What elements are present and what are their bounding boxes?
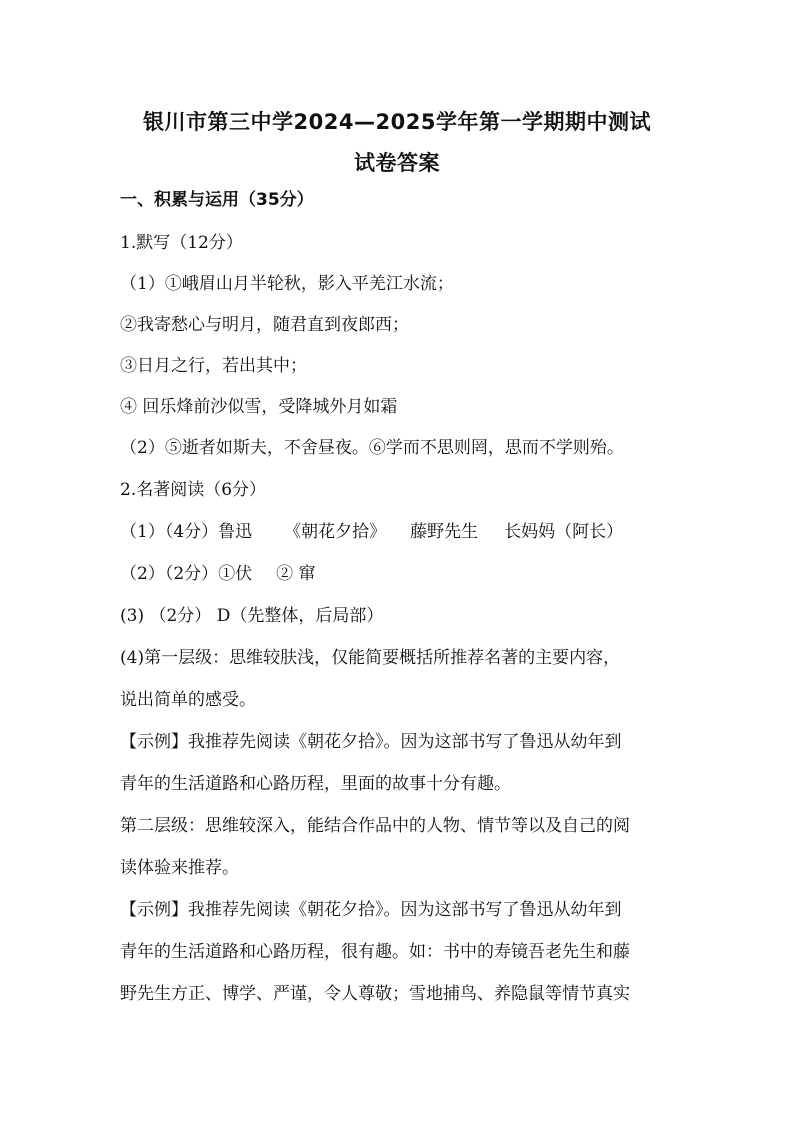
- answer-person: 藤野先生: [410, 522, 479, 542]
- example-line: 野先生方正、博学、严谨，令人尊敬；雪地捕鸟、养隐鼠等情节真实: [120, 984, 630, 1004]
- document-title: 银川市第三中学2024—2025学年第一学期期中测试: [143, 110, 651, 134]
- level-line: 读体验来推荐。: [120, 858, 239, 878]
- example-line: 青年的生活道路和心路历程，里面的故事十分有趣。: [120, 774, 511, 794]
- question-heading: 1.默写（12分）: [120, 233, 243, 253]
- answer-prefix: （2）（2分）①伏: [120, 564, 253, 584]
- example-line: 青年的生活道路和心路历程，很有趣。如：书中的寿镜吾老先生和藤: [120, 942, 630, 962]
- answer-line: [120, 520, 690, 544]
- answer-line: (4)第一层级：思维较肤浅，仅能简要概括所推荐名著的主要内容，: [120, 648, 621, 668]
- question-heading: 2.名著阅读（6分）: [120, 480, 267, 500]
- answer-person: 长妈妈（阿长）: [504, 522, 624, 542]
- level-line: 第二层级：思维较深入，能结合作品中的人物、情节等以及自己的阅: [120, 816, 630, 836]
- answer-book: 《朝花夕拾》: [284, 522, 387, 542]
- answer-prefix: （1）（4分）鲁迅: [120, 522, 253, 542]
- answer-line: ②我寄愁心与明月，随君直到夜郎西；: [120, 315, 409, 335]
- answer-line: （1）①峨眉山月半轮秋，影入平羌江水流；: [120, 274, 454, 294]
- example-line: 【示例】我推荐先阅读《朝花夕拾》。因为这部书写了鲁迅从幼年到: [120, 900, 622, 920]
- answer-line: 说出简单的感受。: [120, 690, 256, 710]
- section-heading: 一、积累与运用（35分）: [120, 190, 314, 210]
- document-subtitle: 试卷答案: [354, 151, 440, 175]
- answer-line: （2）⑤逝者如斯夫，不舍昼夜。⑥学而不思则罔，思而不学则殆。: [120, 438, 624, 458]
- answer-line: ③日月之行，若出其中；: [120, 356, 307, 376]
- answer-item: ② 窜: [276, 564, 316, 584]
- answer-line: (3) （2分） D（先整体，后局部）: [120, 606, 384, 626]
- answer-line: ④ 回乐烽前沙似雪，受降城外月如霜: [120, 397, 398, 417]
- answer-line: [120, 562, 690, 586]
- example-line: 【示例】我推荐先阅读《朝花夕拾》。因为这部书写了鲁迅从幼年到: [120, 732, 622, 752]
